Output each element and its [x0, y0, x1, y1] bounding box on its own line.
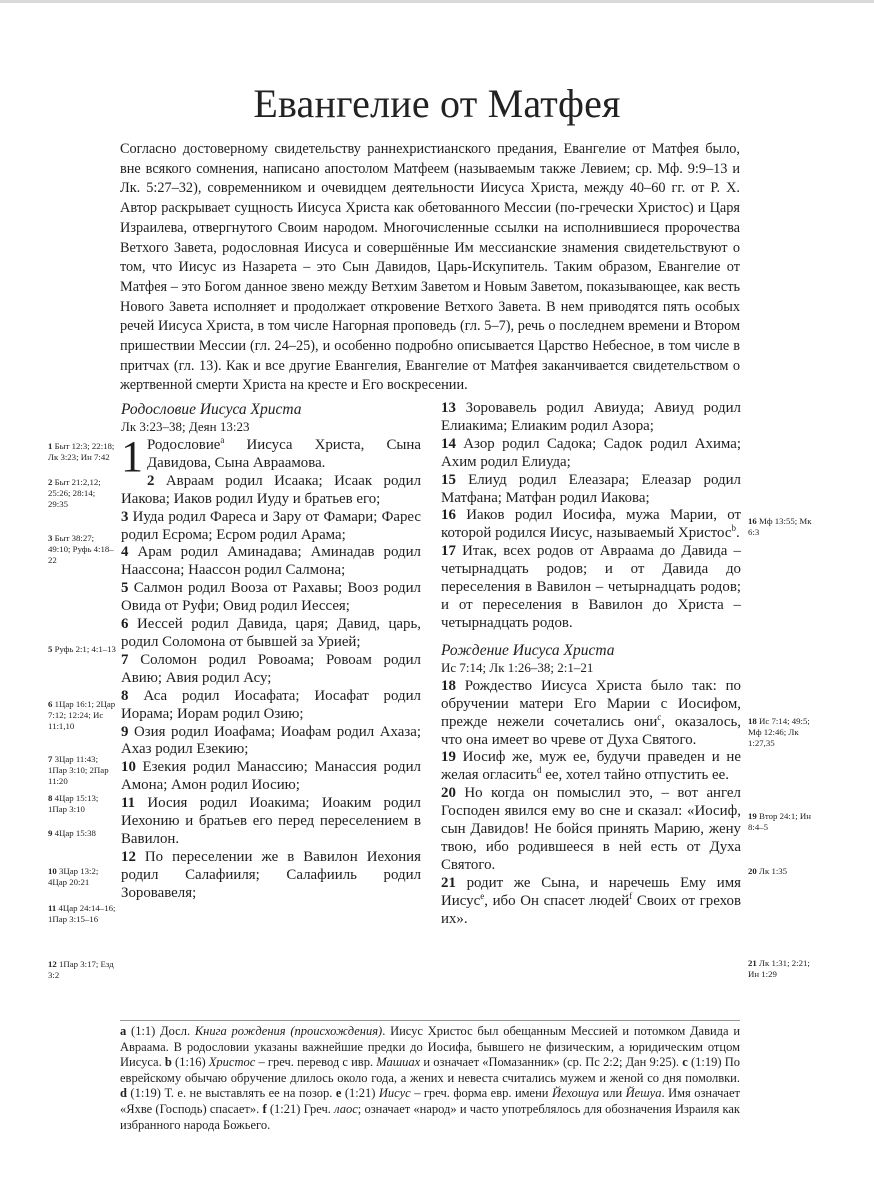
verse-number: 7	[121, 651, 129, 668]
verse-19: 19 Иосиф же, муж ее, будучи праведен и не желая огласить$^d$ ее, хотел тайно отпустить ее.	[441, 749, 741, 784]
book-introduction: Согласно достоверному свидетельству раннехристианского предания, Евангелие от Матфея было, вне всякого сомнения, написано апостолом Матфеем (называемым также Левием; ср. Мф. 9:9–13 и Лк. 5:27–32), современником и очевидцем деятельности Иисуса Христа, между 40–60 гг. от Р. Х. Автор раскрывает сущность Иисуса Христа как обетованного Мессии (по-гречески Христос) и Царя Израилева, отвергнутого Своим народом. Многочисленные ссылки на исполнившиеся пророчества Ветхого Завета, родословная Иисуса и совершённые Им мессианские знамения свидетельствуют о том, что Иисус из Назарета – это Сын Давидов, Царь-Искупитель. Таким образом, Евангелие от Матфея – это Богом данное звено между Ветхим Заветом и Новым Заветом, показывающее, как весть Нового Завета исполняет и продолжает откровение Ветхого Завета. В нем приводятся пять особых речей Иисуса Христа, в том числе Нагорная проповедь (гл. 5–7), речь о последнем времени и Втором пришествии Мессии (гл. 24–25), и особенно подробно описывается Царство Небесное, в том числе в притчах (гл. 13). Как и все другие Евангелия, Евангелие от Матфея заканчивается свидетельством о жертвенной смерти Христа на кресте и Его воскресении.	[120, 141, 740, 394]
verse-number: 17	[441, 543, 456, 560]
verse-6: 6 Иессей родил Давида, царя; Давид, царь, родил Соломона от бывшей за Урией;	[121, 616, 421, 650]
cross-reference: 6 1Цар 16:1; 2Цар 7:12; 12:24; Ис 11:1,10	[48, 699, 116, 731]
verse-14: 14 Азор родил Садока; Садок родил Ахима; Ахим родил Елиуда;	[441, 435, 741, 470]
verse-7: 7 Соломон родил Ровоама; Ровоам родил Авию; Авия родил Асу;	[121, 651, 421, 686]
verse-10: 10 Езекия родил Манассию; Манассия родил Амона; Амон родил Иосию;	[121, 759, 421, 794]
section-parallel-refs: Лк 3:23–38; Деян 13:23	[121, 419, 250, 434]
footnote-marker[interactable]: d	[537, 765, 542, 776]
verse-number: 2	[147, 472, 155, 489]
cross-reference: 8 4Цар 15:13; 1Пар 3:10	[48, 793, 99, 814]
cross-reference: 1 Быт 12:3; 22:18; Лк 3:23; Ин 7:42	[48, 441, 115, 462]
verse-12: 12 По переселении же в Вавилон Иехония родил Салафииля; Салафииль родил Зоровавеля;	[121, 848, 421, 901]
footnote-marker[interactable]: a	[220, 435, 225, 446]
verse-number: 11	[121, 795, 136, 812]
cross-reference: 5 Руфь 2:1; 4:1–13	[48, 644, 116, 654]
verse-number: 3	[121, 508, 129, 525]
verse-number: 12	[121, 848, 136, 865]
cross-reference: 16 Мф 13:55; Мк 6:3	[748, 516, 812, 537]
verse-number: 15	[441, 471, 456, 488]
cross-reference: 10 3Цар 13:2; 4Цар 20:21	[48, 866, 99, 887]
verse-number: 21	[441, 874, 456, 891]
verse-number: 9	[121, 723, 129, 740]
cross-reference: 9 4Цар 15:38	[48, 828, 96, 838]
cross-reference: 21 Лк 1:31; 2:21; Ин 1:29	[748, 958, 810, 979]
chapter-number: 1	[121, 432, 143, 481]
verse-4: 4 Арам родил Аминадава; Аминадав родил Наассона; Наассон родил Салмона;	[121, 544, 421, 579]
footnote-marker[interactable]: f	[629, 890, 633, 901]
book-title: Евангелие от Матфея	[253, 81, 621, 126]
verse-number: 18	[441, 677, 456, 694]
footnote-marker[interactable]: c	[657, 711, 662, 722]
cross-reference: 18 Ис 7:14; 49:5; Мф 12:46; Лк 1:27,35	[748, 716, 810, 748]
verse-3: 3 Иуда родил Фареса и Зару от Фамари; Фарес родил Есрома; Есром родил Арама;	[121, 508, 421, 543]
verse-8: 8 Аса родил Иосафата; Иосафат родил Иорама; Иорам родил Озию;	[121, 687, 421, 722]
verse-number: 6	[121, 616, 129, 633]
cross-reference: 20 Лк 1:35	[748, 866, 788, 876]
footnote-divider	[120, 1020, 740, 1021]
verse-number: 14	[441, 435, 456, 452]
section-heading-genealogy: Родословие Иисуса Христа	[121, 401, 302, 418]
verse-number: 13	[441, 400, 456, 416]
verse-number: 8	[121, 687, 129, 704]
verse-2: 2 Авраам родил Исаака; Исаак родил Иакова; Иаков родил Иуду и братьев его;	[121, 472, 421, 507]
verse-18: 18 Рождество Иисуса Христа было так: по обручении матери Его Марии с Иосифом, прежде нежели сочетались они$^c$, оказалось, что она имеет во чреве от Духа Святого.	[441, 677, 741, 748]
verse-21: 21 родит же Сына, и наречешь Ему имя Иисус$^e$, ибо Он спасет людей$^f$ Своих от грехов их».	[441, 874, 741, 927]
footnote-label: c	[682, 1055, 688, 1070]
footnote-label: f	[262, 1101, 267, 1116]
cross-reference: 7 3Цар 11:43; 1Пар 3:10; 2Пар 11:20	[48, 754, 109, 786]
verse-1: 1 Родословие$^a$ Иисуса Христа, Сына Давидова, Сына Авраамова.	[121, 432, 421, 481]
verse-number: 10	[121, 759, 136, 776]
verse-number: 5	[121, 580, 129, 597]
footnote-label: b	[164, 1055, 172, 1070]
verse-9: 9 Озия родил Иоафама; Иоафам родил Ахаза; Ахаз родил Езекию;	[121, 723, 421, 758]
footnote-label: a	[120, 1024, 127, 1038]
verse-5: 5 Салмон родил Вооза от Рахавы; Вооз родил Овида от Руфи; Овид родил Иессея;	[121, 580, 421, 615]
verse-number: 4	[121, 544, 129, 561]
top-border	[0, 0, 874, 3]
footnote-marker[interactable]: b	[731, 523, 736, 534]
cross-reference: 19 Втор 24:1; Ин 8:4–5	[748, 811, 811, 832]
verse-15: 15 Елиуд родил Елеазара; Елеазар родил Матфана; Матфан родил Иакова;	[441, 471, 741, 506]
verse-number: 19	[441, 749, 456, 766]
cross-reference: 11 4Цар 24:14–16; 1Пар 3:15–16	[48, 903, 116, 924]
section-parallel-refs: Ис 7:14; Лк 1:26–38; 2:1–21	[441, 659, 594, 675]
verse-17: 17 Итак, всех родов от Авраама до Давида – четырнадцать родов; и от Давида до переселения в Вавилон – четырнадцать родов; и от переселения в Вавилон до Христа – четырнадцать родов.	[441, 543, 741, 631]
section-heading-birth: Рождение Иисуса Христа	[441, 641, 615, 659]
text-column-right	[441, 400, 741, 928]
cross-reference: 12 1Пар 3:17; Езд 3:2	[48, 959, 114, 980]
verse-11: 11 Иосия родил Иоакима; Иоаким родил Иехонию и братьев его перед переселением в Вавилон.	[121, 795, 421, 847]
cross-reference: 2 Быт 21:2,12; 25:26; 28:14; 29:35	[48, 477, 101, 509]
cross-reference: 3 Быт 38:27; 49:10; Руфь 4:18–22	[48, 533, 114, 565]
footnote-marker[interactable]: e	[480, 890, 485, 901]
text-column-left	[121, 400, 421, 903]
verse-number: 20	[441, 785, 456, 802]
footnote-label: e	[335, 1086, 342, 1101]
footnotes: a (1:1) Досл. Книга рождения (происхождения). Иисус Христос был обещанным Мессией и потомком Давида и Авраама. В родословии указаны важнейшие предки до Иосифа, бывшего не физическим, а юридическим отцом Иисуса. b (1:16) Христос – греч. перевод с ивр. Машиах и означает «Помазанник» (ср. Пс 2:2; Дан 9:25). c (1:19) По еврейскому обычаю обручение длилось около года, а жених и невеста считались мужем и женой со дня помолвки. d (1:19) Т. е. не выставлять ее на позор. e (1:21) Иисус – греч. форма евр. имени Йехошуа или Йешуа. Имя означает «Яхве (Господь) спасает». f (1:21) Греч. лаос; означает «народ» и часто употреблялось для обозначения Израиля как избранного народа Божьего.	[120, 1024, 741, 1132]
verse-13: 13 Зоровавель родил Авиуда; Авиуд родил Елиакима; Елиаким родил Азора;	[441, 400, 741, 434]
footnote-label: d	[120, 1086, 127, 1101]
verse-number: 16	[441, 507, 456, 524]
verse-16: 16 Иаков родил Иосифа, мужа Марии, от которой родился Иисус, называемый Христос$^b$.	[441, 507, 741, 542]
verse-20: 20 Но когда он помыслил это, – вот ангел Господен явился ему во сне и сказал: «Иосиф, сын Давидов! Не бойся принять Марию, жену твою, ибо родившееся в ней есть от Духа Святого.	[441, 785, 741, 873]
